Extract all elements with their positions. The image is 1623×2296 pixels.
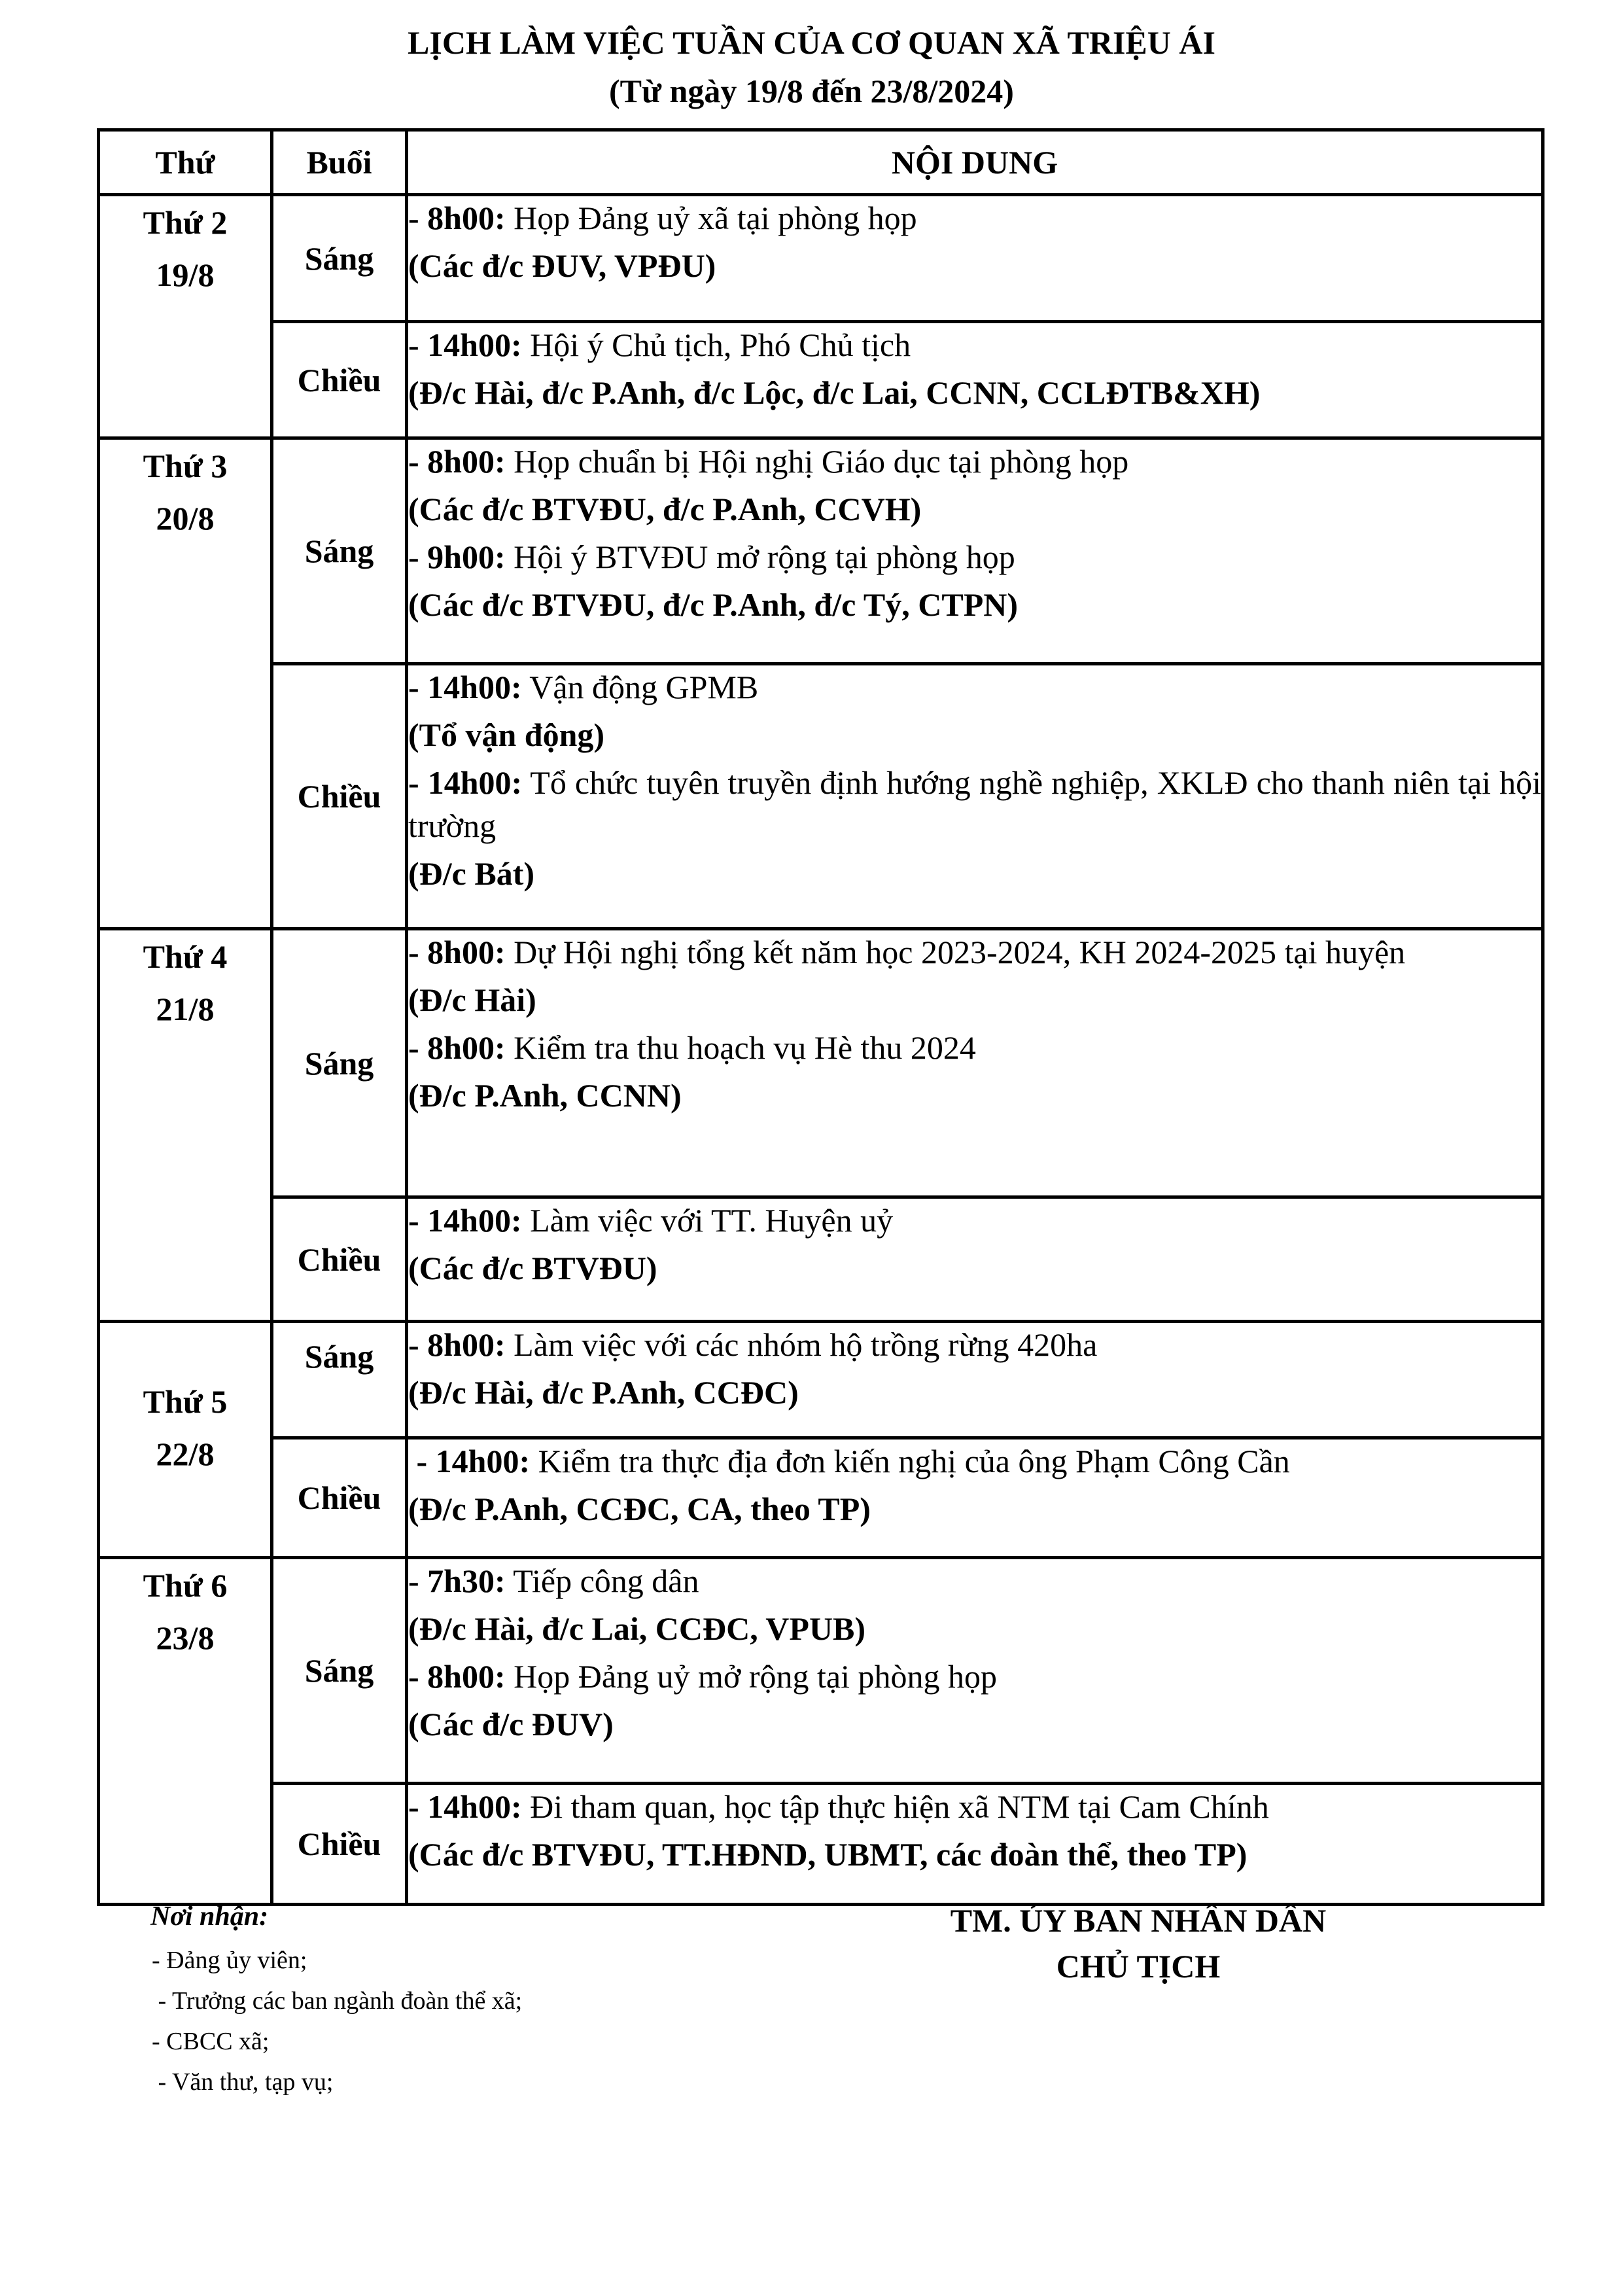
schedule-row — [99, 1322, 1543, 1438]
activity-line — [408, 1026, 1541, 1069]
header-buoi: Buổi — [272, 130, 407, 195]
header-thu: Thứ — [99, 130, 272, 195]
session-cell: Chiều — [272, 664, 407, 929]
schedule-row — [99, 1784, 1543, 1905]
day-date: 19/8 — [156, 256, 215, 293]
day-date: 23/8 — [156, 1619, 215, 1656]
activity-attendees: (Đ/c P.Anh, CCNN) — [408, 1077, 682, 1114]
recipients-label: Nơi nhận: — [150, 1901, 269, 1932]
activity-line — [408, 1323, 1541, 1366]
day-cell — [99, 438, 272, 929]
schedule-body — [99, 195, 1543, 1905]
activity-time: - 8h00: — [408, 1658, 506, 1695]
content-cell — [407, 1438, 1543, 1558]
activity-text: Dự Hội nghị tổng kết năm học 2023-2024, KH 2024-2025 tại huyện — [505, 934, 1406, 970]
activity-text: Họp Đảng uỷ xã tại phòng họp — [505, 200, 917, 236]
day-name: Thứ 2 — [143, 204, 228, 241]
activity-time: - 9h00: — [408, 539, 506, 575]
session-cell: Chiều — [272, 1784, 407, 1905]
content-cell — [407, 438, 1543, 664]
content-cell — [407, 322, 1543, 438]
activity-attendees: (Tổ vận động) — [408, 716, 605, 753]
activity-attendees: (Đ/c Hài, đ/c Lai, CCĐC, VPUB) — [408, 1610, 866, 1647]
day-name: Thứ 6 — [143, 1567, 228, 1604]
session-cell: Sáng — [272, 1558, 407, 1784]
activity-attendees: (Các đ/c ĐUV) — [408, 1706, 614, 1742]
activity-text: Làm việc với TT. Huyện uỷ — [521, 1202, 894, 1239]
session-cell: Chiều — [272, 1438, 407, 1558]
recipient-item: - Đảng ủy viên; — [152, 1947, 307, 1974]
activity-time: - 14h00: — [408, 764, 523, 801]
activity-attendees: (Các đ/c ĐUV, VPĐU) — [408, 247, 716, 284]
schedule-row — [99, 322, 1543, 438]
recipient-item: - Trưởng các ban ngành đoàn thể xã; — [152, 1987, 523, 2015]
activity-text: Tiếp công dân — [505, 1563, 699, 1599]
session-cell: Sáng — [272, 195, 407, 322]
session-cell: Chiều — [272, 322, 407, 438]
session-cell: Sáng — [272, 929, 407, 1197]
activity-time: - 8h00: — [408, 1029, 506, 1066]
day-cell — [99, 195, 272, 438]
activity-time: - 14h00: — [408, 327, 522, 363]
activity-time: - 7h30: — [408, 1563, 506, 1599]
content-cell — [407, 1322, 1543, 1438]
day-name: Thứ 5 — [143, 1383, 228, 1420]
schedule-row — [99, 1438, 1543, 1558]
activity-line — [408, 196, 1541, 239]
document-subtitle: (Từ ngày 19/8 đến 23/8/2024) — [609, 73, 1014, 109]
activity-line — [408, 665, 1541, 709]
schedule-row — [99, 1197, 1543, 1322]
document-title: LỊCH LÀM VIỆC TUẦN CỦA CƠ QUAN XÃ TRIỆU ÁI — [408, 24, 1215, 61]
signature-block — [850, 1898, 1426, 1989]
activity-line — [408, 535, 1541, 578]
activity-line — [408, 1559, 1541, 1602]
content-cell — [407, 1197, 1543, 1322]
recipient-item: - Văn thư, tạp vụ; — [152, 2068, 334, 2096]
recipients-list — [152, 1940, 522, 2102]
activity-attendees: (Các đ/c BTVĐU, đ/c P.Anh, đ/c Tý, CTPN) — [408, 586, 1019, 623]
activity-time: - 14h00: — [408, 1443, 531, 1479]
activity-attendees: (Đ/c P.Anh, CCĐC, CA, theo TP) — [408, 1491, 871, 1527]
activity-time: - 8h00: — [408, 1326, 506, 1363]
activity-time: - 14h00: — [408, 1788, 522, 1825]
session-cell: Sáng — [272, 438, 407, 664]
table-header-row — [99, 130, 1543, 195]
activity-time: - 14h00: — [408, 1202, 522, 1239]
activity-line — [408, 1655, 1541, 1698]
activity-line — [408, 761, 1541, 847]
recipient-item: - CBCC xã; — [152, 2028, 270, 2055]
day-date: 20/8 — [156, 500, 215, 537]
day-name: Thứ 4 — [143, 938, 228, 975]
header-noidung: NỘI DUNG — [407, 130, 1543, 195]
activity-text: Đi tham quan, học tập thực hiện xã NTM tại Cam Chính — [521, 1788, 1269, 1825]
day-date: 22/8 — [156, 1436, 215, 1472]
content-cell — [407, 929, 1543, 1197]
signature-org: TM. ỦY BAN NHÂN DÂN — [950, 1902, 1327, 1939]
content-cell — [407, 664, 1543, 929]
session-cell: Chiều — [272, 1197, 407, 1322]
activity-text: Họp Đảng uỷ mở rộng tại phòng họp — [505, 1658, 997, 1695]
activity-line — [408, 930, 1541, 974]
activity-line — [408, 440, 1541, 483]
activity-text: Kiểm tra thu hoạch vụ Hè thu 2024 — [505, 1029, 976, 1066]
session-cell: Sáng — [272, 1322, 407, 1438]
activity-time: - 8h00: — [408, 200, 506, 236]
day-date: 21/8 — [156, 991, 215, 1027]
signature-title: CHỦ TỊCH — [1056, 1948, 1221, 1985]
activity-line — [408, 323, 1541, 366]
schedule-row — [99, 1558, 1543, 1784]
activity-line — [408, 1199, 1541, 1242]
day-cell — [99, 1558, 272, 1905]
activity-attendees: (Đ/c Bát) — [408, 855, 534, 892]
activity-attendees: (Các đ/c BTVĐU, TT.HĐND, UBMT, các đoàn thể, theo TP) — [408, 1836, 1248, 1873]
schedule-row — [99, 195, 1543, 322]
activity-text: Hội ý BTVĐU mở rộng tại phòng họp — [505, 539, 1015, 575]
activity-time: - 8h00: — [408, 443, 506, 480]
activity-line — [408, 1785, 1541, 1828]
activity-attendees: (Đ/c Hài, đ/c P.Anh, đ/c Lộc, đ/c Lai, CCNN, CCLĐTB&XH) — [408, 374, 1261, 411]
activity-attendees: (Các đ/c BTVĐU) — [408, 1250, 657, 1286]
schedule-row — [99, 929, 1543, 1197]
activity-text: Tổ chức tuyên truyền định hướng nghề nghiệp, XKLĐ cho thanh niên tại hội trường — [408, 764, 1541, 844]
schedule-row — [99, 438, 1543, 664]
activity-line — [408, 1439, 1541, 1483]
activity-text: Kiểm tra thực địa đơn kiến nghị của ông Phạm Công Cần — [530, 1443, 1290, 1479]
content-cell — [407, 195, 1543, 322]
schedule-table — [97, 128, 1544, 1906]
schedule-row — [99, 664, 1543, 929]
activity-text: Làm việc với các nhóm hộ trồng rừng 420ha — [505, 1326, 1098, 1363]
activity-attendees: (Đ/c Hài, đ/c P.Anh, CCĐC) — [408, 1374, 799, 1411]
activity-time: - 8h00: — [408, 934, 506, 970]
activity-attendees: (Các đ/c BTVĐU, đ/c P.Anh, CCVH) — [408, 491, 922, 527]
day-name: Thứ 3 — [143, 448, 228, 484]
activity-text: Họp chuẩn bị Hội nghị Giáo dục tại phòng họp — [505, 443, 1129, 480]
day-cell — [99, 1322, 272, 1558]
content-cell — [407, 1784, 1543, 1905]
day-cell — [99, 929, 272, 1322]
activity-time: - 14h00: — [408, 669, 522, 705]
activity-attendees: (Đ/c Hài) — [408, 981, 536, 1018]
content-cell — [407, 1558, 1543, 1784]
activity-text: Vận động GPMB — [521, 669, 759, 705]
activity-text: Hội ý Chủ tịch, Phó Chủ tịch — [521, 327, 911, 363]
